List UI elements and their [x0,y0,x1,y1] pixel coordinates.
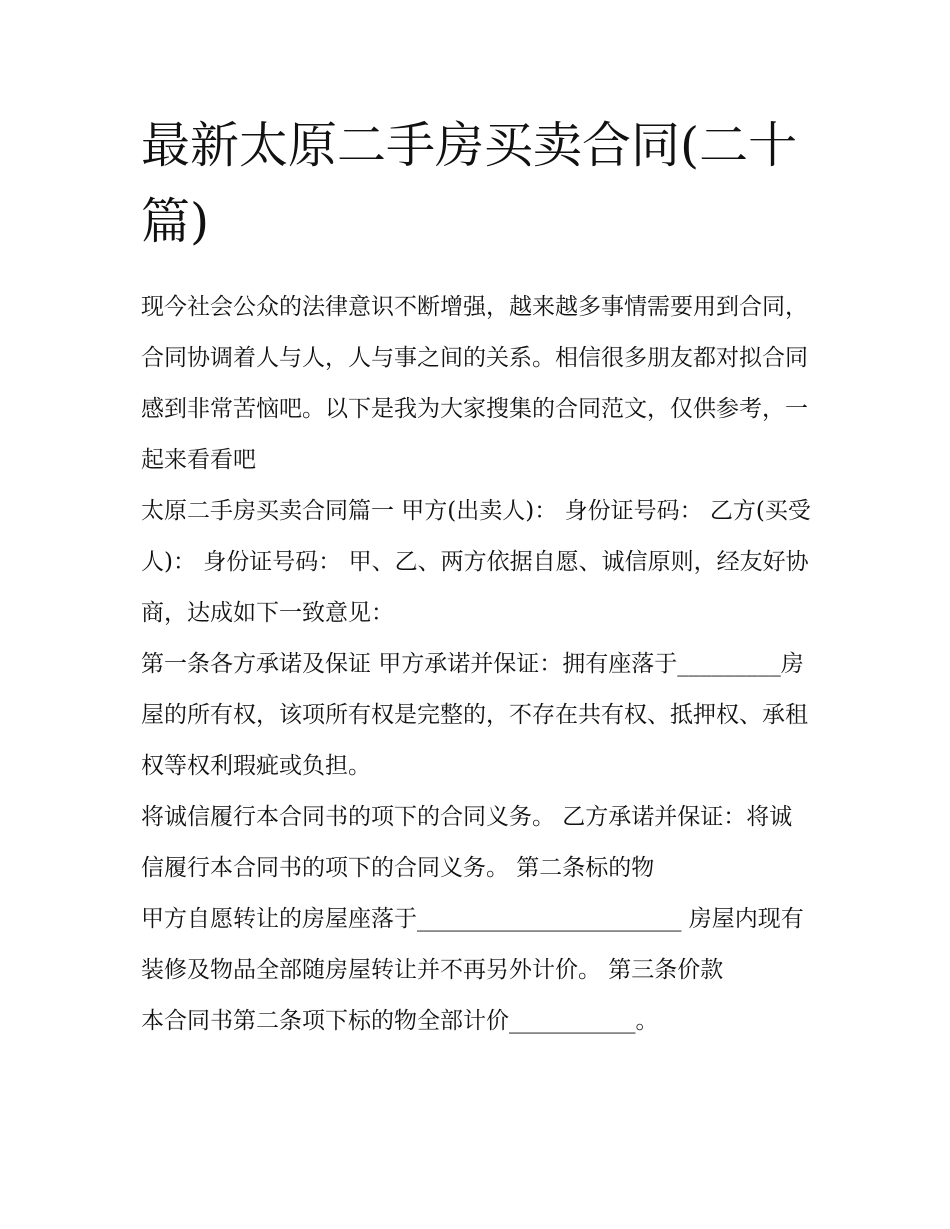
paragraph-obligations: 将诚信履行本合同书的项下的合同义务。 乙方承诺并保证：将诚信履行本合同书的项下的合同义务。 第二条标的物 [141,804,793,881]
document-page [141,108,813,1047]
paragraph-article-2: 甲方自愿转让的房屋座落于_______________________ 房屋内现有装修及物品全部随房屋转让并不再另外计价。 第三条价款 [141,906,804,983]
paragraph-article-3: 本合同书第二条项下标的物全部计价___________。 [141,1008,659,1034]
paragraph-intro: 现今社会公众的法律意识不断增强，越来越多事情需要用到合同，合同协调着人与人，人与事之间的关系。相信很多朋友都对拟合同感到非常苦恼吧。以下是我为大家搜集的合同范文，仅供参考，一起来看看吧 [141,294,808,473]
paragraph-parties: 太原二手房买卖合同篇一 甲方(出卖人)： 身份证号码： 乙方(买受人)： 身份证号码： 甲、乙、两方依据自愿、诚信原则，经友好协商，达成如下一致意见： [141,498,811,626]
paragraph-article-1: 第一条各方承诺及保证 甲方承诺并保证：拥有座落于_________房屋的所有权，该项所有权是完整的，不存在共有权、抵押权、承租权等权利瑕疵或负担。 [141,651,808,779]
document-title: 最新太原二手房买卖合同(二十篇) [141,117,798,250]
